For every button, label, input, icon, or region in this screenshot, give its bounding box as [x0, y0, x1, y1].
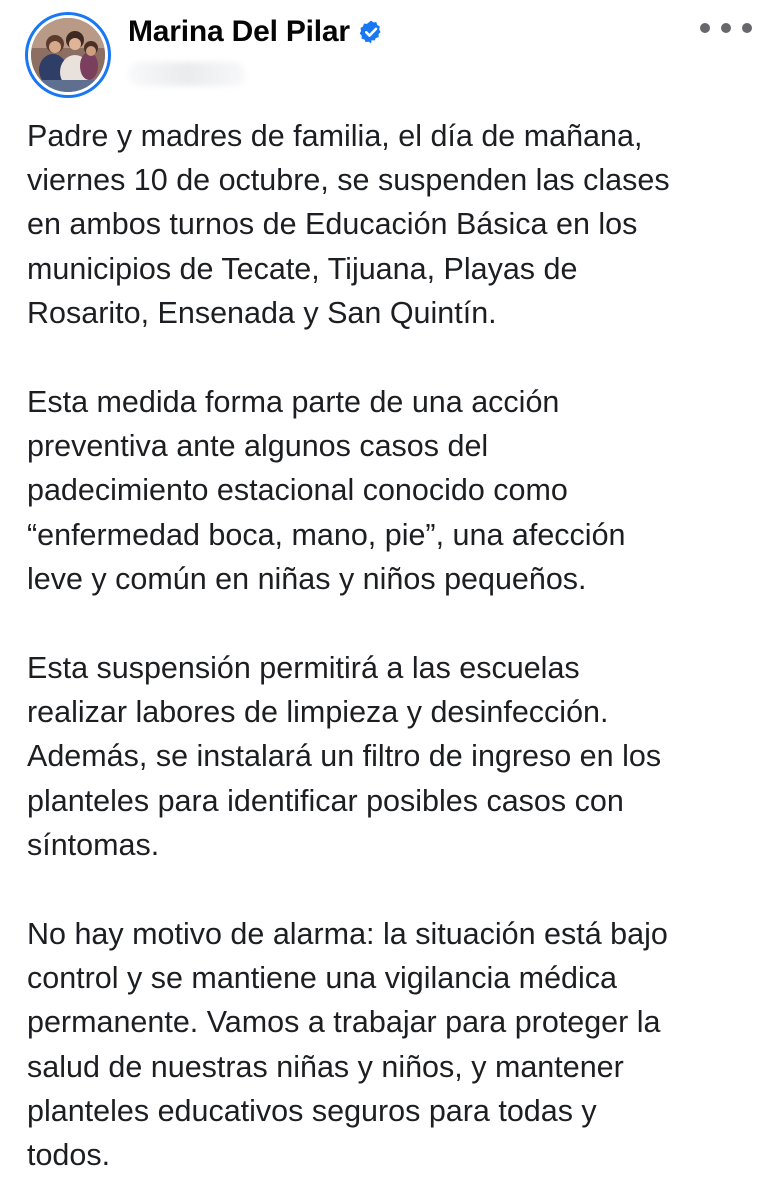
post-body [27, 114, 757, 1177]
more-options-icon-dot [742, 23, 752, 33]
post-paragraph: Padre y madres de familia, el día de mañana, viernes 10 de octubre, se suspenden las clases en ambos turnos de Educación Básica en los municipios de Tecate, Tijuana, Playas de Rosarito, Ensenada y San Quintín. [27, 119, 670, 330]
post-meta-redacted [128, 62, 246, 86]
more-options-icon-dot [721, 23, 731, 33]
author-name[interactable]: Marina Del Pilar [128, 15, 350, 48]
more-options-icon [700, 23, 710, 33]
post-paragraph: Esta suspensión permitirá a las escuelas realizar labores de limpieza y desinfección. Además, se instalará un filtro de ingreso en los planteles para identificar posibles casos con síntomas. [27, 651, 662, 862]
avatar[interactable] [25, 12, 111, 98]
more-options-button[interactable] [700, 12, 752, 44]
author-row [128, 12, 384, 52]
verified-badge-icon [358, 19, 384, 45]
avatar-photo [31, 18, 105, 92]
post-header [0, 0, 768, 100]
avatar-photo-shapes [31, 18, 105, 92]
post-paragraph: No hay motivo de alarma: la situación está bajo control y se mantiene una vigilancia médica permanente. Vamos a trabajar para proteger la salud de nuestras niñas y niños, y mantener planteles educativos seguros para todas y todos. [27, 917, 668, 1173]
post-paragraph: Esta medida forma parte de una acción preventiva ante algunos casos del padecimiento estacional conocido como “enfermedad boca, mano, pie”, una afección leve y común en niñas y niños pequeños. [27, 385, 626, 596]
